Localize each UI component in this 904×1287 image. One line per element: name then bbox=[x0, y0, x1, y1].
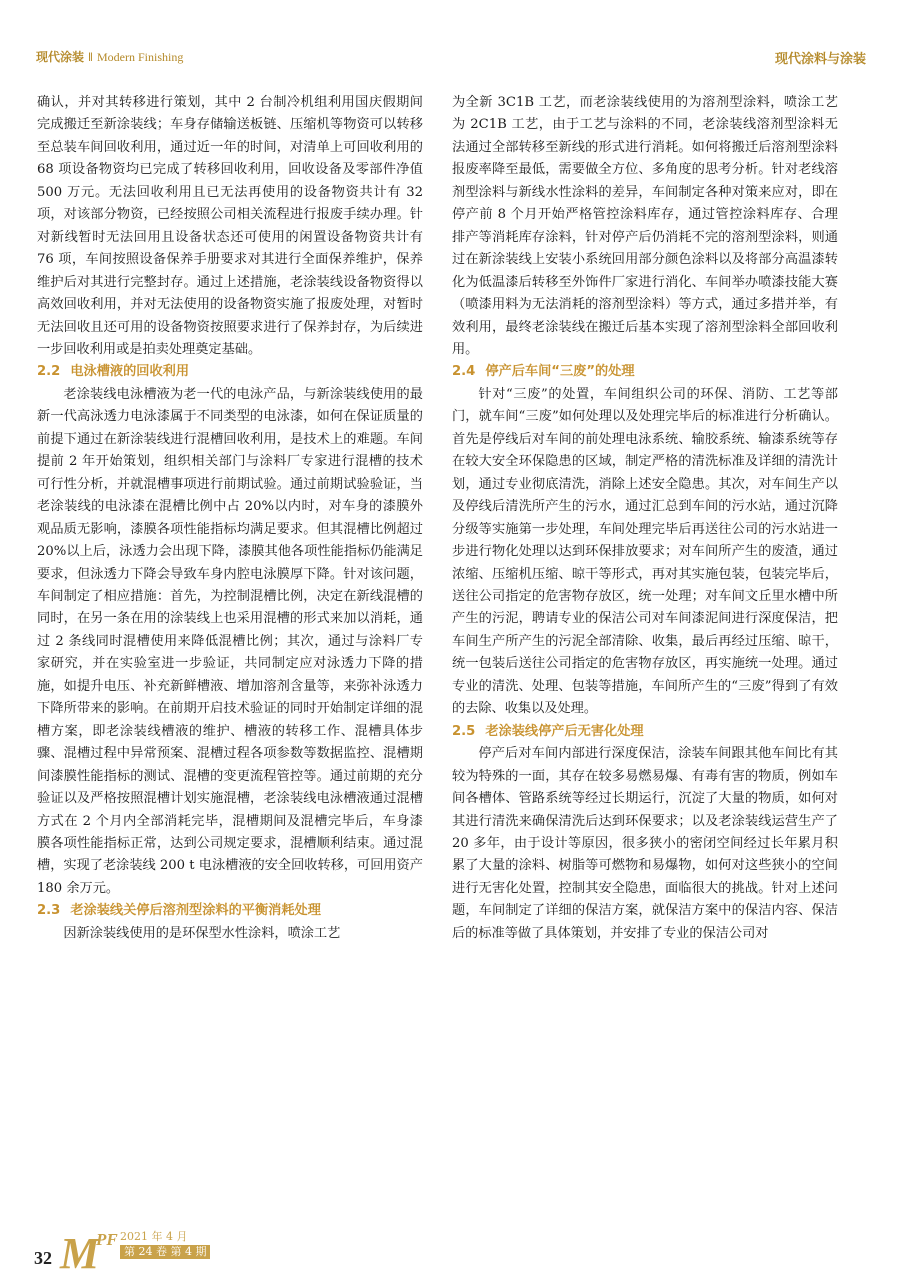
page-header bbox=[0, 0, 904, 80]
paragraph-continued: 确认，并对其转移进行策划，其中 2 台制冷机组利用国庆假期间完成搬迁至新涂装线；车身存储输送板链、压缩机等物资可以转移至总装车间回收利用，通过近一年的时间，对清单上可回收利用的 68 项设备物资均已完成了转移回收利用，回收设备及零部件净值 500 万元。无法回收利用且已无法再使用的设备物资共计有 32 项，对该部分物资，已经按照公司相关流程进行报废手续办理。针对新线暂时无法回用且设备状态还可使用的闲置设备物资共计有 76 项，车间按照设备保养手册要求对其进行全面保养维护，保养维护后对其进行完整封存。通过上述措施，老涂装线设备物资得以高效回收利用，并对无法使用的设备物资实施了报废处理，对暂时无法回收且还可用的设备物资按照要求进行了保养封存，为后续进一步回收利用或是拍卖处理奠定基础。 bbox=[37, 95, 423, 357]
section-title: 老涂装线关停后溶剂型涂料的平衡消耗处理 bbox=[70, 903, 321, 919]
head-separator: ‖ bbox=[88, 50, 93, 64]
section-title: 老涂装线停产后无害化处理 bbox=[485, 723, 644, 739]
section-heading-2-5 bbox=[452, 721, 838, 743]
section-title: 电泳槽液的回收利用 bbox=[70, 364, 190, 380]
section-title: 停产后车间“三废”的处理 bbox=[485, 364, 635, 380]
issue-date: 2021 年 4 月 bbox=[120, 1230, 188, 1243]
right-column bbox=[452, 92, 838, 945]
paragraph: 停产后对车间内部进行深度保洁，涂装车间跟其他车间比有其较为特殊的一面，其存在较多易燃易爆、有毒有害的物质，例如车间各槽体、管路系统等经过长期运行，沉淀了大量的物质，如何对其进行清洗来确保清洗后达到环保要求；以及老涂装线运营生产了 20 多年，由于设计等原因，很多狭小的密闭空间经过长年累月积累了大量的涂料、树脂等可燃物和易爆物，如何对这些狭小的空间进行无害化处置，控制其安全隐患，面临很大的挑战。针对上述问题，车间制定了详细的保洁方案，就保洁方案中的保洁内容、保洁后的标准等做了具体策划，并安排了专业的保洁公司对 bbox=[452, 746, 838, 941]
issue-info bbox=[120, 1230, 210, 1259]
page-footer bbox=[34, 1226, 334, 1276]
paragraph: 因新涂装线使用的是环保型水性涂料，喷涂工艺 bbox=[63, 925, 341, 941]
section-number: 2.2 bbox=[37, 364, 61, 380]
section-heading-2-2 bbox=[37, 361, 423, 383]
journal-name-en: Modern Finishing bbox=[96, 50, 184, 64]
journal-running-head bbox=[36, 48, 183, 65]
logo-letter-m: M bbox=[60, 1229, 98, 1278]
logo-letters-pf: PF bbox=[96, 1230, 118, 1249]
issue-volume: 第 24 卷 第 4 期 bbox=[120, 1245, 210, 1259]
section-heading-2-4 bbox=[452, 361, 838, 383]
paragraph: 针对“三废”的处置，车间组织公司的环保、消防、工艺等部门，就车间“三废”如何处理以及处理完毕后的标准进行分析确认。首先是停线后对车间的前处理电泳系统、输胶系统、输漆系统等存在较大安全环保隐患的区域，制定严格的清洗标准及详细的清洗计划，通过专业彻底清洗，消除上述安全隐患。其次，对车间生产以及停线后清洗所产生的污水，通过汇总到车间的污水站，通过沉降分级等实施第一步处理，车间处理完毕后再送往公司的污水站进一步进行物化处理以达到环保排放要求；对车间所产生的废渣，通过浓缩、压缩机压缩、晾干等形式，再对其实施包装，包装完毕后，送往公司指定的危害物存放区，统一处理；对车间文丘里水槽中所产生的污泥，聘请专业的保洁公司对车间漆泥间进行深度保洁，把车间生产所产生的污泥全部清除、收集，最后再经过压缩、晾干，统一包装后送往公司指定的危害物存放区，再实施统一处理。通过专业的清洗、处理、包装等措施，车间所产生的“三废”得到了有效的去除、收集以及处理。 bbox=[452, 386, 838, 717]
column-name: 现代涂料与涂装 bbox=[774, 51, 866, 66]
page-number: 32 bbox=[34, 1248, 52, 1268]
journal-name-cn: 现代涂装 bbox=[36, 50, 85, 64]
paragraph: 老涂装线电泳槽液为老一代的电泳产品，与新涂装线使用的最新一代高泳透力电泳漆属于不同类型的电泳漆，如何在保证质量的前提下通过在新涂装线进行混槽回收利用，是技术上的难题。车间提前 2 年开始策划，组织相关部门与涂料厂专家进行混槽的技术可行性分析，并就混槽事项进行前期试验。通过前期试验验证，当老涂装线的电泳漆在混槽比例中占 20%以内时，对车身的漆膜外观品质无影响，漆膜各项性能指标均满足要求。但其混槽比例超过 20%以上后，泳透力会出现下降，漆膜其他各项性能指标仍能满足要求，但泳透力下降会导致车身内腔电泳膜厚下降。针对该问题，车间制定了相应措施：首先，为控制混槽比例，决定在新线混槽的同时，在另一条在用的涂装线上也采用混槽的形式来加以消耗，通过 2 条线同时混槽使用来降低混槽比例；其次，通过与涂料厂专家研究，并在实验室进一步验证，共同制定应对泳透力下降的措施，如提升电压、补充新鲜槽液、增加溶剂含量等，来弥补泳透力下降所带来的影响。在前期开启技术验证的同时开始制定详细的混槽方案，即老涂装线槽液的维护、槽液的转移工作、混槽具体步骤、混槽过程中异常预案、混槽过程各项参数等数据监控、混槽期间漆膜性能指标的测试、混槽的变更流程管控等。通过前期的充分验证以及严格按照混槽计划实施混槽，老涂装线电泳槽液通过混槽方式在 2 个月内全部消耗完毕，混槽期间及混槽完毕后，车身漆膜各项性能指标正常，达到公司规定要求，混槽顺利结束。通过混槽，实现了老涂装线 200 t 电泳槽液的安全回收转移，可回用资产 180 余万元。 bbox=[37, 386, 423, 896]
left-column bbox=[37, 92, 423, 945]
journal-logo bbox=[60, 1228, 118, 1279]
section-number: 2.5 bbox=[452, 723, 476, 739]
section-number: 2.3 bbox=[37, 903, 61, 919]
paragraph-continued: 为全新 3C1B 工艺，而老涂装线使用的为溶剂型涂料，喷涂工艺为 2C1B 工艺，由于工艺与涂料的不同，老涂装线溶剂型涂料无法通过全部转移至新线的形式进行消耗。如何将搬迁后溶剂型涂料报废率降至最低，需要做全方位、多角度的思考分析。针对老线溶剂型涂料与新线水性涂料的差异，车间制定各种对策来应对，即在停产前 8 个月开始严格管控涂料库存，通过管控涂料库存、合理排产等消耗库存涂料，针对停产后仍消耗不完的溶剂型涂料，则通过在新涂装线上安装小系统回用部分颜色涂料以及将部分高温漆转化为低温漆后转移至外饰件厂家进行消化、车间举办喷漆技能大赛（喷漆用料为无法消耗的溶剂型涂料）等方式，通过多措并举，有效利用，最终老涂装线在搬迁后基本实现了溶剂型涂料全部回收利用。 bbox=[452, 95, 838, 357]
section-number: 2.4 bbox=[452, 364, 476, 380]
section-heading-2-3 bbox=[37, 900, 423, 922]
